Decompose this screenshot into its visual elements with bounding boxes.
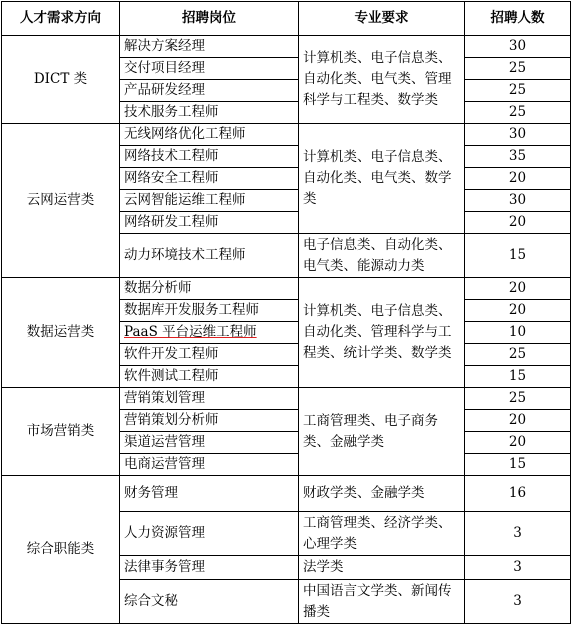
count-cell: 10 [465, 322, 571, 344]
count-cell: 20 [465, 168, 571, 190]
position-cell: 财务管理 [120, 476, 299, 512]
count-cell: 20 [465, 300, 571, 322]
direction-cell: DICT 类 [2, 36, 120, 124]
count-cell: 3 [465, 580, 571, 624]
count-cell: 25 [465, 80, 571, 102]
count-cell: 25 [465, 102, 571, 124]
position-text: PaaS 平台运维工程师 [124, 324, 257, 340]
requirement-cell: 计算机类、电子信息类、自动化类、电气类、数学类 [299, 124, 465, 234]
header-position: 招聘岗位 [120, 2, 299, 36]
requirement-cell: 工商管理类、经济学类、心理学类 [299, 512, 465, 556]
direction-cell: 市场营销类 [2, 388, 120, 476]
position-cell: 网络技术工程师 [120, 146, 299, 168]
requirement-cell: 工商管理类、电子商务类、金融学类 [299, 388, 465, 476]
header-row [2, 2, 571, 36]
direction-cell: 综合职能类 [2, 476, 120, 624]
count-cell: 25 [465, 344, 571, 366]
requirement-cell: 财政学类、金融学类 [299, 476, 465, 512]
table-row [2, 388, 571, 410]
table-row [2, 476, 571, 512]
position-cell: 软件测试工程师 [120, 366, 299, 388]
requirement-cell: 电子信息类、自动化类、电气类、能源动力类 [299, 234, 465, 278]
position-cell: 无线网络优化工程师 [120, 124, 299, 146]
position-cell: 产品研发经理 [120, 80, 299, 102]
requirement-cell: 计算机类、电子信息类、自动化类、电气类、管理科学与工程类、数学类 [299, 36, 465, 124]
position-cell: 交付项目经理 [120, 58, 299, 80]
position-cell: 综合文秘 [120, 580, 299, 624]
position-cell: 数据分析师 [120, 278, 299, 300]
count-cell: 15 [465, 366, 571, 388]
position-cell: 网络研发工程师 [120, 212, 299, 234]
count-cell: 30 [465, 36, 571, 58]
count-cell: 15 [465, 234, 571, 278]
position-cell: 技术服务工程师 [120, 102, 299, 124]
position-cell: 渠道运营管理 [120, 432, 299, 454]
position-cell: 数据库开发服务工程师 [120, 300, 299, 322]
count-cell: 20 [465, 278, 571, 300]
position-cell: 法律事务管理 [120, 556, 299, 580]
header-direction: 人才需求方向 [2, 2, 120, 36]
count-cell: 20 [465, 432, 571, 454]
count-cell: 3 [465, 556, 571, 580]
position-cell: 软件开发工程师 [120, 344, 299, 366]
header-requirement: 专业要求 [299, 2, 465, 36]
count-cell: 25 [465, 58, 571, 80]
position-cell: 网络安全工程师 [120, 168, 299, 190]
position-cell: 营销策划分析师 [120, 410, 299, 432]
count-cell: 30 [465, 190, 571, 212]
count-cell: 35 [465, 146, 571, 168]
position-cell: 云网智能运维工程师 [120, 190, 299, 212]
count-cell: 20 [465, 212, 571, 234]
requirement-cell: 中国语言文学类、新闻传播类 [299, 580, 465, 624]
count-cell: 16 [465, 476, 571, 512]
table-row [2, 278, 571, 300]
count-cell: 25 [465, 388, 571, 410]
table-row [2, 124, 571, 146]
position-cell: 营销策划管理 [120, 388, 299, 410]
position-cell: 人力资源管理 [120, 512, 299, 556]
position-cell: 解决方案经理 [120, 36, 299, 58]
table-row [2, 36, 571, 58]
requirement-cell: 法学类 [299, 556, 465, 580]
recruitment-table [1, 1, 571, 624]
count-cell: 3 [465, 512, 571, 556]
count-cell: 20 [465, 410, 571, 432]
count-cell: 30 [465, 124, 571, 146]
position-cell [120, 322, 299, 344]
header-count: 招聘人数 [465, 2, 571, 36]
count-cell: 15 [465, 454, 571, 476]
requirement-cell: 计算机类、电子信息类、自动化类、管理科学与工程类、统计学类、数学类 [299, 278, 465, 388]
position-cell: 动力环境技术工程师 [120, 234, 299, 278]
direction-cell: 数据运营类 [2, 278, 120, 388]
direction-cell: 云网运营类 [2, 124, 120, 278]
position-cell: 电商运营管理 [120, 454, 299, 476]
